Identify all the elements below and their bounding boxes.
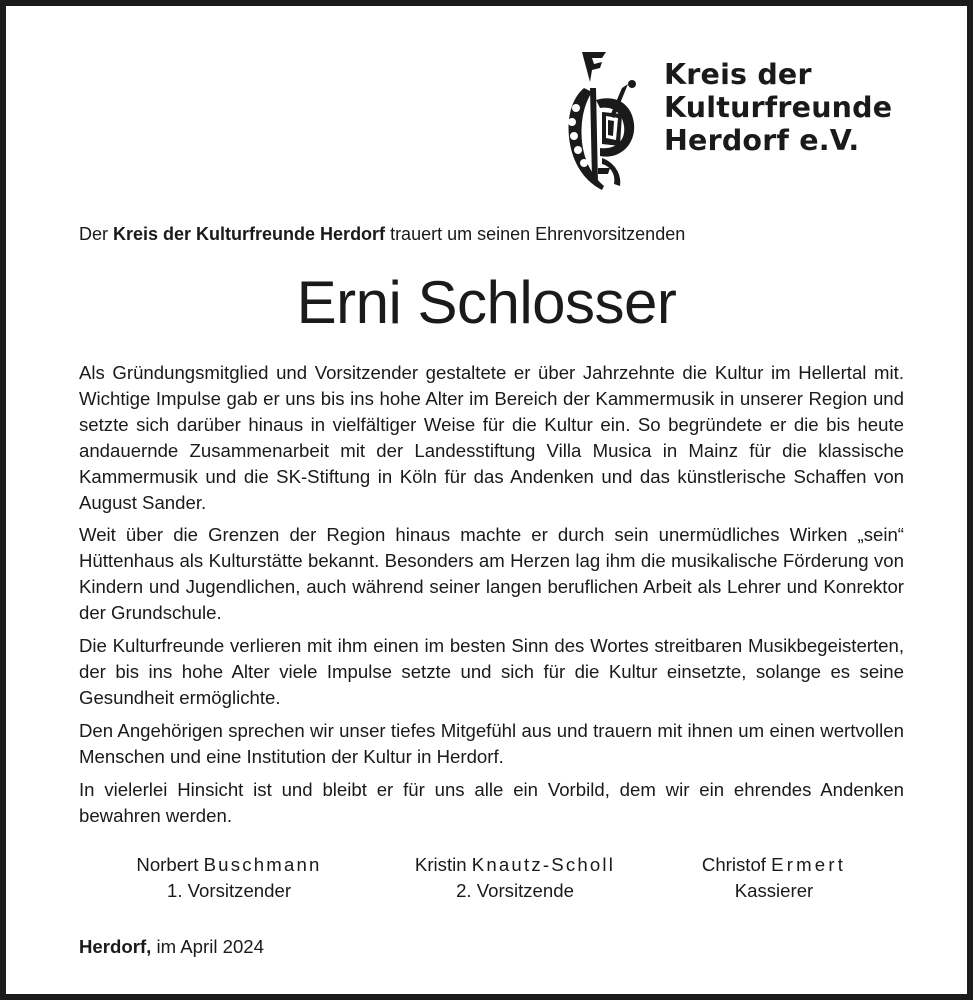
tribute-text <box>79 360 904 835</box>
tribute-paragraph-1: Als Gründungsmitglied und Vorsitzender gestaltete er über Jahrzehnte die Kultur im Hellertal mit. Wichtige Impulse gab er uns bis ins hohe Alter im Bereich der Kammermusik in unserer Region und setzte sich darüber hinaus in vielfältiger Weise für die Kultur ein. So begründete er die bis heute andauernde Zusammenarbeit mit der Landesstiftung Villa Musica in Mainz für die klassische Kammermusik und die SK-Stiftung in Köln für das Andenken und das künstlerische Schaffen von August Sander. <box>79 362 904 513</box>
intro-suffix: trauert um seinen Ehrenvorsitzenden <box>385 224 686 244</box>
intro-prefix: Der <box>79 224 114 244</box>
signatory-3-role: Kassierer <box>734 879 814 901</box>
signatory-2-first-name: Kristin <box>414 854 472 875</box>
signatory-3 <box>686 852 862 903</box>
signatory-1 <box>116 852 342 903</box>
signatory-2-name <box>390 852 640 878</box>
intro-organization: Kreis der Kulturfreunde Herdorf <box>113 224 386 244</box>
signatory-1-role: 1. Vorsitzender <box>166 879 292 901</box>
place-date: im April 2024 <box>151 936 264 957</box>
logo-line-1: Kreis der <box>664 58 812 91</box>
tribute-paragraph-5: In vielerlei Hinsicht ist und bleibt er für uns alle ein Vorbild, dem wir ein ehrendes Andenken bewahren werden. <box>79 778 904 826</box>
signatory-2-role: 2. Vorsitzende <box>456 879 574 901</box>
logo-line-2: Kulturfreunde <box>664 91 893 124</box>
tribute-paragraph-2: Weit über die Grenzen der Region hinaus machte er durch sein unermüdliches Wirken „sein“ Hüttenhaus als Kulturstätte bekannt. Besonders am Herzen lag ihm die musikalische Förderung von Kindern und Jugendlichen, auch während seiner langen beruflichen Arbeit als Lehrer und Konrektor der Grundschule. <box>79 524 904 624</box>
tribute-paragraph-3: Die Kulturfreunde verlieren mit ihm einen im besten Sinn des Wortes streitbaren Musikbegeisterten, der bis ins hohe Alter viele Impulse setzte und sich für die Kultur einsetzte, solange es seine Gesundheit ermöglichte. <box>79 635 904 708</box>
tribute-paragraph-4: Den Angehörigen sprechen wir unser tiefes Mitgefühl aus und trauern mit ihnen um einen wertvollen Menschen und eine Institution der Kultur in Herdorf. <box>79 719 904 767</box>
logo-line-3: Herdorf e.V. <box>664 124 860 157</box>
signatory-1-name <box>116 852 342 878</box>
signatory-3-first-name: Christof <box>701 854 772 875</box>
deceased-name: Erni Schlosser <box>296 269 677 336</box>
club-logo-text <box>664 58 892 157</box>
signatory-2 <box>390 852 640 903</box>
signatory-3-last-name: Ermert <box>771 854 847 875</box>
place-and-date <box>79 936 264 958</box>
signatory-1-first-name: Norbert <box>136 854 204 875</box>
signatory-1-last-name: Buschmann <box>203 854 322 875</box>
signatory-3-name <box>686 852 862 878</box>
intro-line <box>79 224 685 245</box>
place-city: Herdorf, <box>79 936 152 957</box>
club-logo-emblem <box>562 48 652 192</box>
signatory-2-last-name: Knautz-Scholl <box>471 854 616 875</box>
